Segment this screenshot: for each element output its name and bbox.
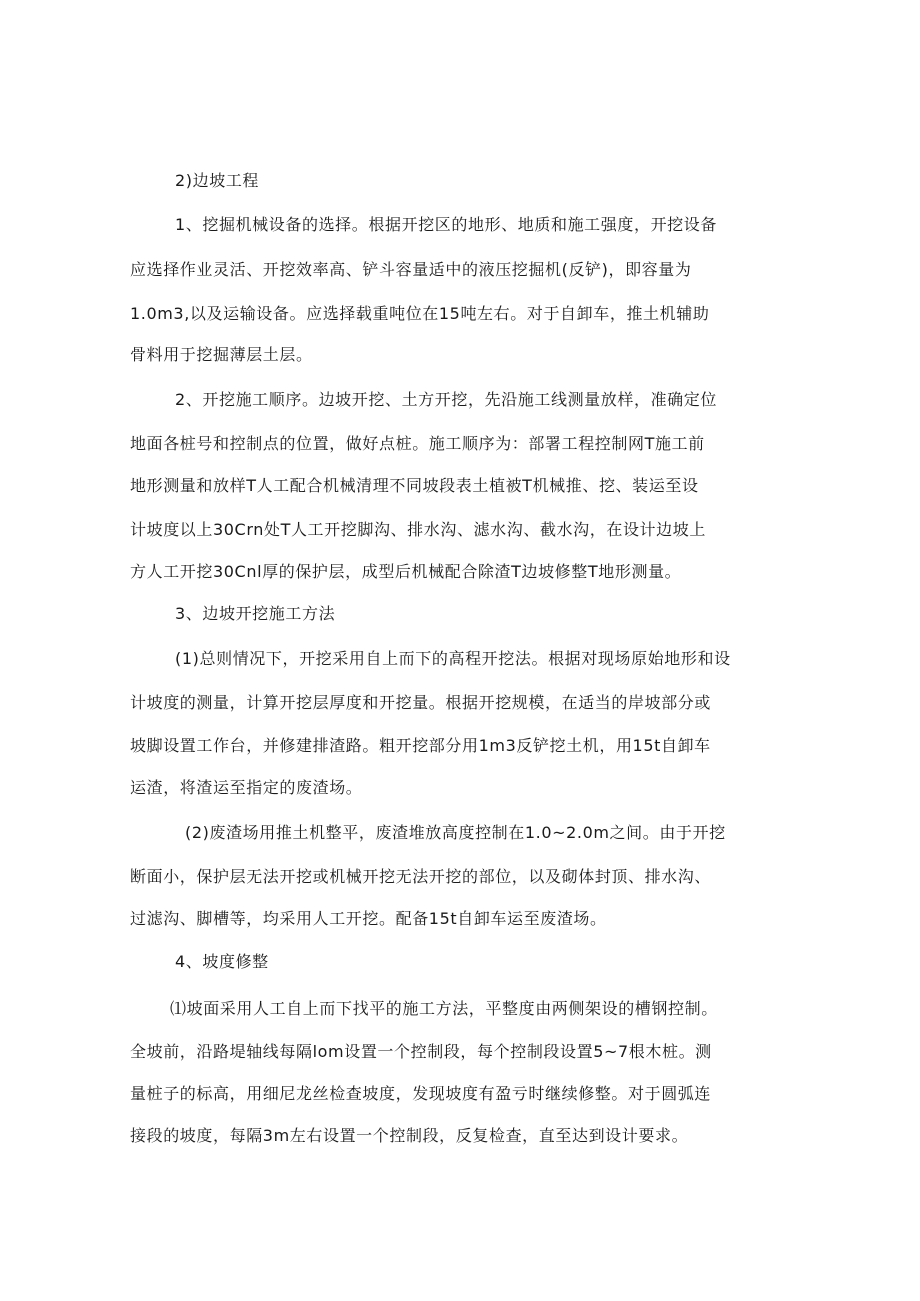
paragraph-2-line-3: 地形测量和放样T人工配合机械清理不同坡段表土植被T机械推、挖、装运至设 <box>130 476 699 495</box>
paragraph-4-line-3: 过滤沟、脚槽等，均采用人工开挖。配备15t自卸车运至废渣场。 <box>130 909 607 928</box>
paragraph-5-line-2: 全坡前，沿路堤轴线每隔lom设置一个控制段，每个控制段设置5~7根木桩。测 <box>130 1042 712 1061</box>
paragraph-5-line-3: 量桩子的标高，用细尼龙丝检查坡度，发现坡度有盈亏时继续修整。对于圆弧连 <box>130 1084 712 1103</box>
paragraph-5-line-1: ⑴坡面采用人工自上而下找平的施工方法，平整度由两侧架设的槽钢控制。 <box>170 999 718 1018</box>
paragraph-3-line-3: 坡脚设置工作台，并修建排渣路。粗开挖部分用1m3反铲挖土机，用15t自卸车 <box>130 736 711 755</box>
paragraph-4-line-2: 断面小，保护层无法开挖或机械开挖无法开挖的部位，以及砌体封顶、排水沟、 <box>130 867 712 886</box>
section-heading-trim: 4、坡度修整 <box>175 952 269 971</box>
paragraph-1-line-2: 应选择作业灵活、开挖效率高、铲斗容量适中的液压挖掘机(反铲)，即容量为 <box>130 260 692 279</box>
paragraph-2-line-4: 计坡度以上30Crn处T人工开挖脚沟、排水沟、滤水沟、截水沟，在设计边坡上 <box>130 520 706 539</box>
paragraph-3-line-2: 计坡度的测量，计算开挖层厚度和开挖量。根据开挖规模，在适当的岸坡部分或 <box>130 693 712 712</box>
paragraph-1-line-4: 骨料用于挖掘薄层土层。 <box>130 345 313 364</box>
section-heading-method: 3、边坡开挖施工方法 <box>175 604 336 623</box>
paragraph-2-line-5: 方人工开挖30Cnl厚的保护层，成型后机械配合除渣T边坡修整T地形测量。 <box>130 562 682 581</box>
paragraph-3-line-4: 运渣，将渣运至指定的废渣场。 <box>130 778 363 797</box>
paragraph-3-line-1: (1)总则情况下，开挖采用自上而下的高程开挖法。根据对现场原始地形和设 <box>175 649 731 668</box>
paragraph-1-line-1: 1、挖掘机械设备的选择。根据开挖区的地形、地质和施工强度，开挖设备 <box>175 215 717 234</box>
paragraph-4-line-1: (2)废渣场用推土机整平，废渣堆放高度控制在1.0~2.0m之间。由于开挖 <box>185 823 726 842</box>
section-heading-slope: 2)边坡工程 <box>175 171 260 190</box>
paragraph-2-line-1: 2、开挖施工顺序。边坡开挖、土方开挖，先沿施工线测量放样，准确定位 <box>175 390 717 409</box>
paragraph-1-line-3: 1.0m3,以及运输设备。应选择载重吨位在15吨左右。对于自卸车，推土机辅助 <box>130 304 710 323</box>
paragraph-5-line-4: 接段的坡度，每隔3m左右设置一个控制段，反复检查，直至达到设计要求。 <box>130 1126 689 1145</box>
paragraph-2-line-2: 地面各桩号和控制点的位置，做好点桩。施工顺序为：部署工程控制网T施工前 <box>130 434 705 453</box>
